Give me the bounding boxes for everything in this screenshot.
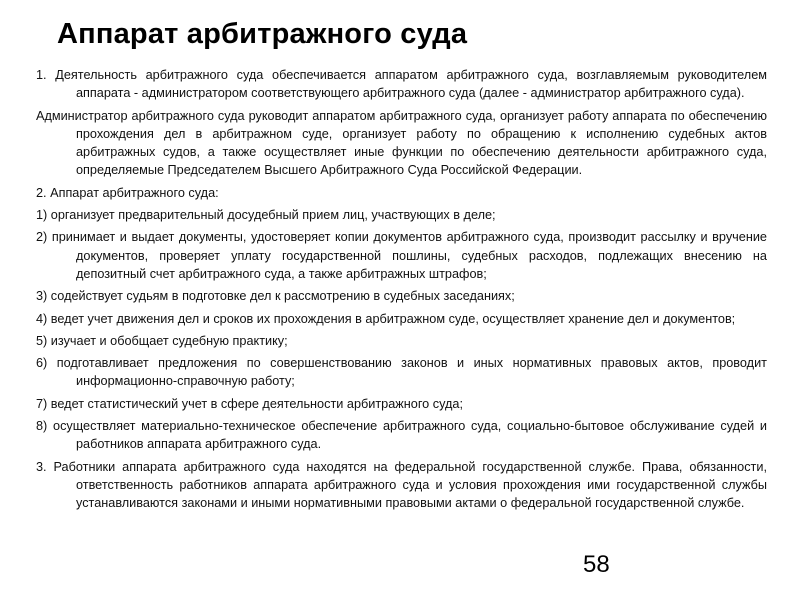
paragraph-item-1: 1. Деятельность арбитражного суда обеспечивается аппаратом арбитражного суда, возглавляемым руководителем аппарата - администратором соответствующего арбитражного суда (далее - администратор арбитражного суда). [36,68,767,101]
list-item-8: 8) осуществляет материально-техническое обеспечение арбитражного суда, социально-бытовое обслуживание судей и работников аппарата арбитражного суда. [36,419,767,452]
list-item-5: 5) изучает и обобщает судебную практику; [36,333,288,348]
list-item-6: 6) подготавливает предложения по совершенствованию законов и иных нормативных правовых актов, проводит информационно-справочную работу; [36,356,767,389]
list-item-1: 1) организует предварительный досудебный прием лиц, участвующих в деле; [36,208,496,223]
list-item-3: 3) содействует судьям в подготовке дел к рассмотрению в судебных заседаниях; [36,289,515,304]
list-item-4: 4) ведет учет движения дел и сроков их прохождения в арбитражном суде, осуществляет хранение дел и документов; [36,311,736,326]
slide-title: Аппарат арбитражного суда [57,18,468,50]
paragraph-administrator: Администратор арбитражного суда руководит аппаратом арбитражного суда, организует работу аппарата по обеспечению прохождения дел в арбитражном суде, организует работу по обращению к исполнению судебных актов арбитражных судов, а также осуществляет иные функции по обеспечению деятельности арбитражного суда, определяемые Председателем Высшего Арбитражного Суда Российской Федерации. [36,108,767,178]
list-item-7: 7) ведет статистический учет в сфере деятельности арбитражного суда; [36,396,464,411]
slide-body [36,66,767,517]
paragraph-item-2: 2. Аппарат арбитражного суда: [36,185,219,200]
list-item-2: 2) принимает и выдает документы, удостоверяет копии документов арбитражного суда, производит рассылку и вручение документов, проверяет уплату государственной пошлины, судебных расходов, подлежащих внесению на депозитный счет арбитражного суда, а также арбитражных штрафов; [36,230,767,281]
page-number: 58 [583,551,610,578]
paragraph-item-3: 3. Работники аппарата арбитражного суда находятся на федеральной государственной службе. Права, обязанности, ответственность работников аппарата арбитражного суда и условия прохождения ими государственной службы устанавливаются законами и иными нормативными правовыми актами о федеральной государственной службе. [36,459,767,511]
